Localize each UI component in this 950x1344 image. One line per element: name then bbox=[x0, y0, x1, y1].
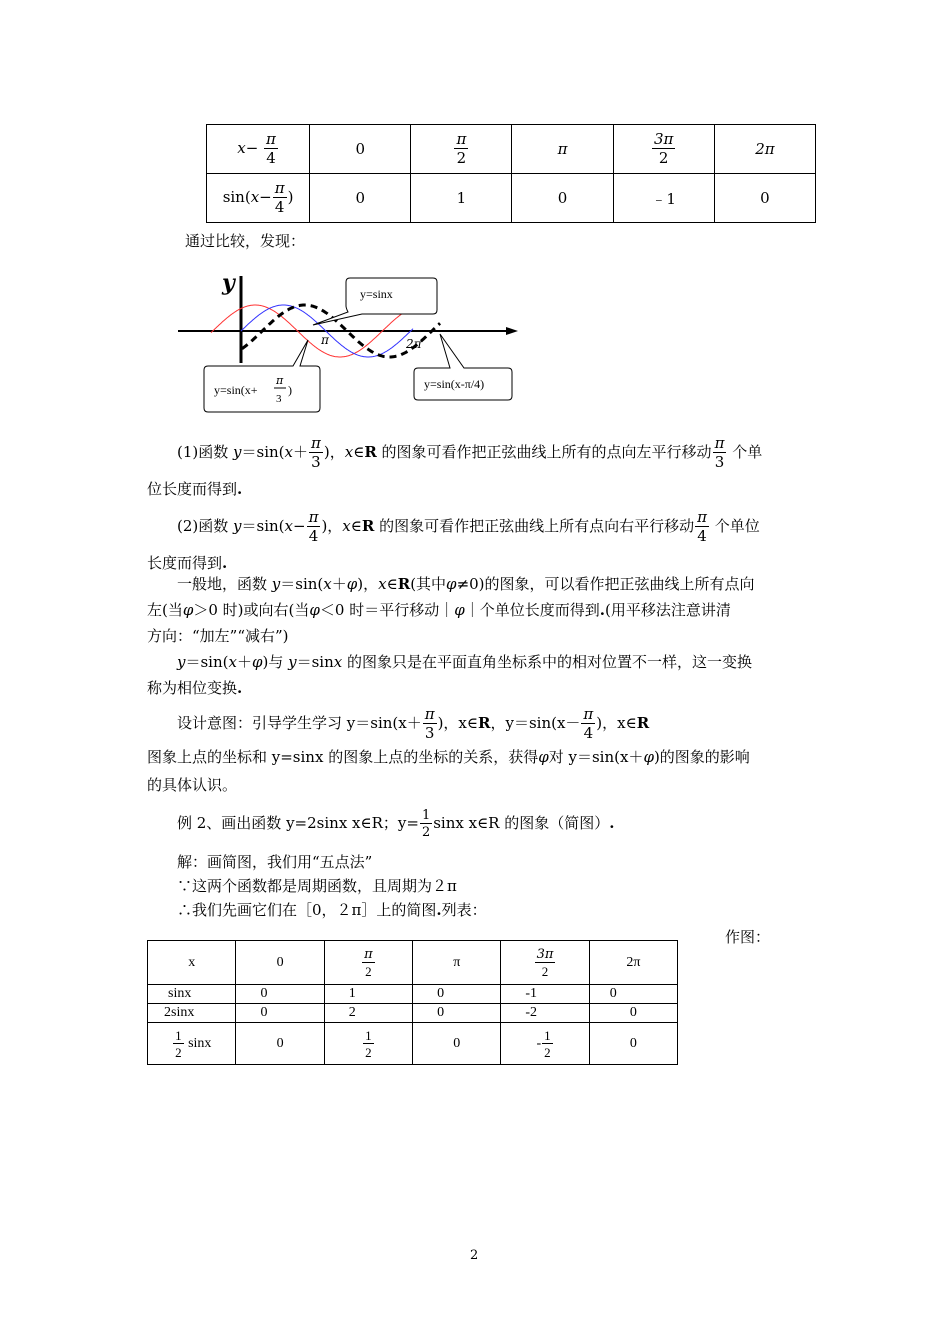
frac-num: 1 bbox=[175, 1027, 182, 1043]
frac-den: 4 bbox=[274, 198, 285, 216]
table-cell: ﹣1 bbox=[613, 174, 714, 223]
table-cell: 1 bbox=[411, 174, 512, 223]
text: 的图象可看作把正弦曲线上所有点向右平行移动 bbox=[374, 517, 695, 535]
table-cell: 0 bbox=[236, 1004, 324, 1023]
text: R bbox=[478, 714, 491, 732]
table-cell bbox=[207, 125, 310, 174]
table-row bbox=[148, 941, 678, 985]
text: 长度而得到 bbox=[147, 554, 223, 572]
text: 的图象可看作把正弦曲线上所有的点向左平行移动 bbox=[376, 443, 712, 461]
text: ＋ bbox=[293, 443, 309, 461]
text: )， bbox=[357, 575, 379, 593]
fraction bbox=[454, 132, 468, 166]
text: (用平移法注意讲清 bbox=[605, 601, 731, 619]
frac-den: 2 bbox=[456, 149, 467, 167]
fraction bbox=[173, 1029, 184, 1059]
frac-den: 2 bbox=[541, 963, 549, 979]
table-cell bbox=[613, 125, 714, 174]
text: x bbox=[333, 653, 343, 671]
table-cell bbox=[411, 125, 512, 174]
fraction bbox=[581, 707, 595, 741]
text: (1)函数 bbox=[177, 443, 234, 461]
frac-num: π bbox=[583, 705, 594, 723]
y-axis-label: y bbox=[222, 270, 235, 296]
text: 个单位 bbox=[709, 517, 760, 535]
table-cell: 0 bbox=[236, 1023, 324, 1065]
text: ＝sin bbox=[296, 653, 334, 671]
pi-tick-label: π bbox=[321, 333, 329, 347]
text: y bbox=[233, 443, 242, 461]
table-row bbox=[148, 985, 678, 1004]
draw-label: 作图： bbox=[725, 928, 771, 946]
compare-text: 通过比较，发现： bbox=[185, 232, 306, 250]
table-cell: π bbox=[512, 125, 613, 174]
text: φ bbox=[251, 653, 263, 671]
text: ∈ bbox=[353, 443, 365, 461]
fraction bbox=[273, 181, 287, 215]
frac-den: 2 bbox=[175, 1044, 182, 1060]
fraction bbox=[362, 948, 375, 978]
text: φ bbox=[182, 601, 194, 619]
text: 位长度而得到 bbox=[147, 480, 238, 498]
frac-num: π bbox=[697, 508, 707, 526]
text: R bbox=[361, 517, 375, 535]
text: 列表： bbox=[441, 901, 487, 919]
text: ＝sin( bbox=[280, 575, 324, 593]
table-cell: 0 bbox=[413, 1004, 501, 1023]
frac-num: 3π bbox=[536, 946, 554, 962]
table-cell bbox=[324, 941, 412, 985]
table-cell: 2π bbox=[589, 941, 677, 985]
text: y bbox=[288, 653, 297, 671]
paragraph-phase-1 bbox=[177, 650, 845, 674]
text: x bbox=[323, 575, 332, 593]
table-cell: 0 bbox=[589, 1004, 677, 1023]
text: φ bbox=[309, 601, 320, 619]
frac-num: π bbox=[424, 705, 435, 723]
text: x bbox=[284, 443, 293, 461]
solution-1: 解：画简图，我们用“五点法” bbox=[177, 853, 373, 871]
table-cell bbox=[324, 1023, 412, 1065]
table-cell: 0 bbox=[714, 174, 815, 223]
text: 左(当 bbox=[147, 601, 183, 619]
table-cell: x bbox=[148, 941, 236, 985]
fraction bbox=[652, 132, 675, 166]
fraction bbox=[309, 436, 323, 470]
table-cell: 0 bbox=[589, 985, 677, 1004]
text: x bbox=[344, 443, 354, 461]
callout-left-den: 3 bbox=[276, 393, 282, 405]
fraction bbox=[420, 809, 432, 839]
table-cell: 0 bbox=[236, 985, 324, 1004]
frac-den: 4 bbox=[697, 527, 707, 545]
cell-text: sin( bbox=[222, 188, 251, 206]
paragraph-1-cont: 位长度而得到. bbox=[147, 480, 243, 498]
text: φ bbox=[446, 575, 457, 593]
table-cell: 2π bbox=[714, 125, 815, 174]
text: y bbox=[177, 653, 186, 671]
paragraph-general-3: 方向：“加左”“减右”) bbox=[147, 627, 289, 645]
text: R bbox=[636, 714, 650, 732]
frac-num: π bbox=[308, 508, 319, 526]
frac-num: 3π bbox=[654, 130, 674, 148]
page-number: 2 bbox=[470, 1248, 479, 1263]
frac-num: π bbox=[364, 946, 373, 962]
table-cell: 2sinx bbox=[148, 1004, 236, 1023]
table-cell bbox=[501, 941, 589, 985]
text: 的图象只是在平面直角坐标系中的相对位置不一样，这一变换 bbox=[342, 653, 753, 671]
table-cell: 0 bbox=[310, 125, 411, 174]
text: (2)函数 bbox=[177, 517, 234, 535]
paragraph-general-2: 左(当φ＞0 时)或向右(当φ＜0 时＝平行移动｜φ｜个单位长度而得到.(用平移法注意讲清 bbox=[147, 601, 731, 619]
text: )， bbox=[321, 517, 343, 535]
text: ＝sin( bbox=[241, 443, 285, 461]
text: . bbox=[609, 814, 615, 832]
paragraph-2 bbox=[177, 510, 845, 544]
frac-num: 1 bbox=[544, 1027, 551, 1043]
paragraph-2-cont: 长度而得到. bbox=[147, 554, 228, 572]
text: x bbox=[228, 653, 237, 671]
text: ∴我们先画它们在［0，２π］上的简图 bbox=[177, 901, 437, 919]
table-cell: sinx bbox=[148, 985, 236, 1004]
text: ∈ bbox=[386, 575, 398, 593]
text: ＝sin( bbox=[241, 517, 285, 535]
fraction bbox=[423, 707, 437, 741]
text: )与 bbox=[262, 653, 289, 671]
text: - bbox=[536, 1035, 542, 1051]
text: φ bbox=[538, 748, 549, 766]
text: ＞0 时)或向右(当 bbox=[193, 601, 310, 619]
frac-num: 1 bbox=[365, 1027, 372, 1043]
design-intent-3: 的具体认识。 bbox=[147, 776, 238, 794]
text: 个单 bbox=[727, 443, 763, 461]
solution-3: ∴我们先画它们在［0，２π］上的简图.列表： bbox=[177, 901, 487, 919]
fraction bbox=[535, 948, 556, 978]
frac-den: 2 bbox=[544, 1044, 551, 1060]
two-pi-tick-label: 2π bbox=[406, 337, 422, 351]
example-2 bbox=[177, 806, 845, 840]
paragraph-phase-2: 称为相位变换. bbox=[147, 679, 243, 697]
design-intent-1 bbox=[177, 706, 845, 741]
table-cell bbox=[207, 174, 310, 223]
text: sinx bbox=[188, 1035, 212, 1051]
text: φ bbox=[346, 575, 358, 593]
design-intent-2 bbox=[147, 745, 815, 769]
table-cell: 0 bbox=[413, 985, 501, 1004]
text: ｜个单位长度而得到 bbox=[464, 601, 600, 619]
paragraph-general-1 bbox=[177, 572, 845, 596]
callout-sinx-label: y=sinx bbox=[360, 287, 393, 301]
table-row bbox=[207, 125, 816, 174]
table-row bbox=[148, 1004, 678, 1023]
table-cell: -2 bbox=[501, 1004, 589, 1023]
fraction bbox=[264, 132, 278, 166]
frac-den: 3 bbox=[424, 724, 435, 742]
five-point-table bbox=[147, 940, 678, 1065]
callout-left-label: y=sin(x+ bbox=[214, 383, 258, 397]
frac-den: 4 bbox=[308, 527, 319, 545]
text: φ bbox=[643, 748, 654, 766]
fraction bbox=[363, 1029, 374, 1059]
text: R bbox=[364, 443, 377, 461]
callout-right-label: y=sin(x-π/4) bbox=[424, 377, 485, 391]
frac-den: 2 bbox=[421, 825, 431, 840]
text: ＜0 时＝平行移动｜ bbox=[319, 601, 455, 619]
table-cell bbox=[501, 1023, 589, 1065]
text: )，x∈ bbox=[596, 714, 637, 732]
text: ＋ bbox=[331, 575, 347, 593]
frac-den: 4 bbox=[266, 149, 276, 167]
cell-text: ) bbox=[287, 188, 294, 206]
table-cell: -1 bbox=[501, 985, 589, 1004]
text: )的图象的影响 bbox=[653, 748, 750, 766]
solution-2: ∵这两个函数都是周期函数，且周期为２π bbox=[177, 877, 457, 895]
paragraph-1 bbox=[177, 436, 845, 470]
text: φ bbox=[454, 601, 465, 619]
table-cell: 0 bbox=[512, 174, 613, 223]
text: 对 y＝sin(x＋ bbox=[548, 748, 644, 766]
text: R bbox=[397, 575, 411, 593]
text: sinx x∈R 的图象（简图） bbox=[433, 814, 610, 832]
text: x bbox=[342, 517, 351, 535]
cell-text: x bbox=[250, 188, 260, 206]
frac-den: 3 bbox=[714, 453, 725, 471]
text: 设计意图：引导学生学习 y＝sin(x＋ bbox=[177, 714, 422, 732]
text: 称为相位变换 bbox=[147, 679, 238, 697]
text: (其中 bbox=[410, 575, 447, 593]
phase-shift-graph bbox=[178, 268, 523, 418]
text: x bbox=[378, 575, 387, 593]
table-cell: π bbox=[413, 941, 501, 985]
cell-text: x− bbox=[237, 139, 259, 157]
table-cell: 0 bbox=[236, 941, 324, 985]
text: )，x∈ bbox=[437, 714, 478, 732]
frac-den: 4 bbox=[583, 724, 594, 742]
text: − bbox=[293, 517, 306, 535]
text: ≠0)的图象，可以看作把正弦曲线上所有点向 bbox=[456, 575, 755, 593]
callout-left-close: ) bbox=[288, 383, 292, 397]
frac-den: 2 bbox=[365, 963, 372, 979]
table-cell: 0 bbox=[413, 1023, 501, 1065]
table-row bbox=[148, 1023, 678, 1065]
callout-left-num: π bbox=[276, 374, 284, 387]
frac-den: 2 bbox=[365, 1044, 372, 1060]
text: 图象上点的坐标和 y=sinx 的图象上点的坐标的关系，获得 bbox=[147, 748, 539, 766]
text: ＝sin( bbox=[185, 653, 229, 671]
frac-num: π bbox=[266, 130, 276, 148]
cell-text: − bbox=[259, 188, 272, 206]
table-cell: 2 bbox=[324, 1004, 412, 1023]
fraction bbox=[307, 510, 321, 544]
table-cell: 1 bbox=[324, 985, 412, 1004]
frac-num: π bbox=[456, 130, 467, 148]
text: )， bbox=[323, 443, 345, 461]
frac-num: π bbox=[714, 434, 725, 452]
text: y bbox=[271, 575, 281, 593]
text: 例 2、画出函数 y=2sinx x∈R；y= bbox=[177, 814, 419, 832]
table-cell bbox=[148, 1023, 236, 1065]
text: 一般地，函数 bbox=[177, 575, 272, 593]
text: x bbox=[284, 517, 293, 535]
table-row bbox=[207, 174, 816, 223]
frac-den: 3 bbox=[311, 453, 321, 471]
text: ∈ bbox=[350, 517, 362, 535]
shift-values-table bbox=[206, 124, 816, 223]
fraction bbox=[542, 1029, 553, 1059]
text: y bbox=[233, 517, 242, 535]
table-cell: 0 bbox=[589, 1023, 677, 1065]
frac-den: 2 bbox=[658, 149, 669, 167]
frac-num: π bbox=[311, 434, 321, 452]
fraction bbox=[695, 510, 709, 544]
frac-num: π bbox=[274, 179, 285, 197]
text: ，y＝sin(x－ bbox=[490, 714, 581, 732]
text: ＋ bbox=[236, 653, 252, 671]
table-cell: 0 bbox=[310, 174, 411, 223]
frac-num: 1 bbox=[421, 808, 431, 823]
fraction bbox=[713, 436, 727, 470]
